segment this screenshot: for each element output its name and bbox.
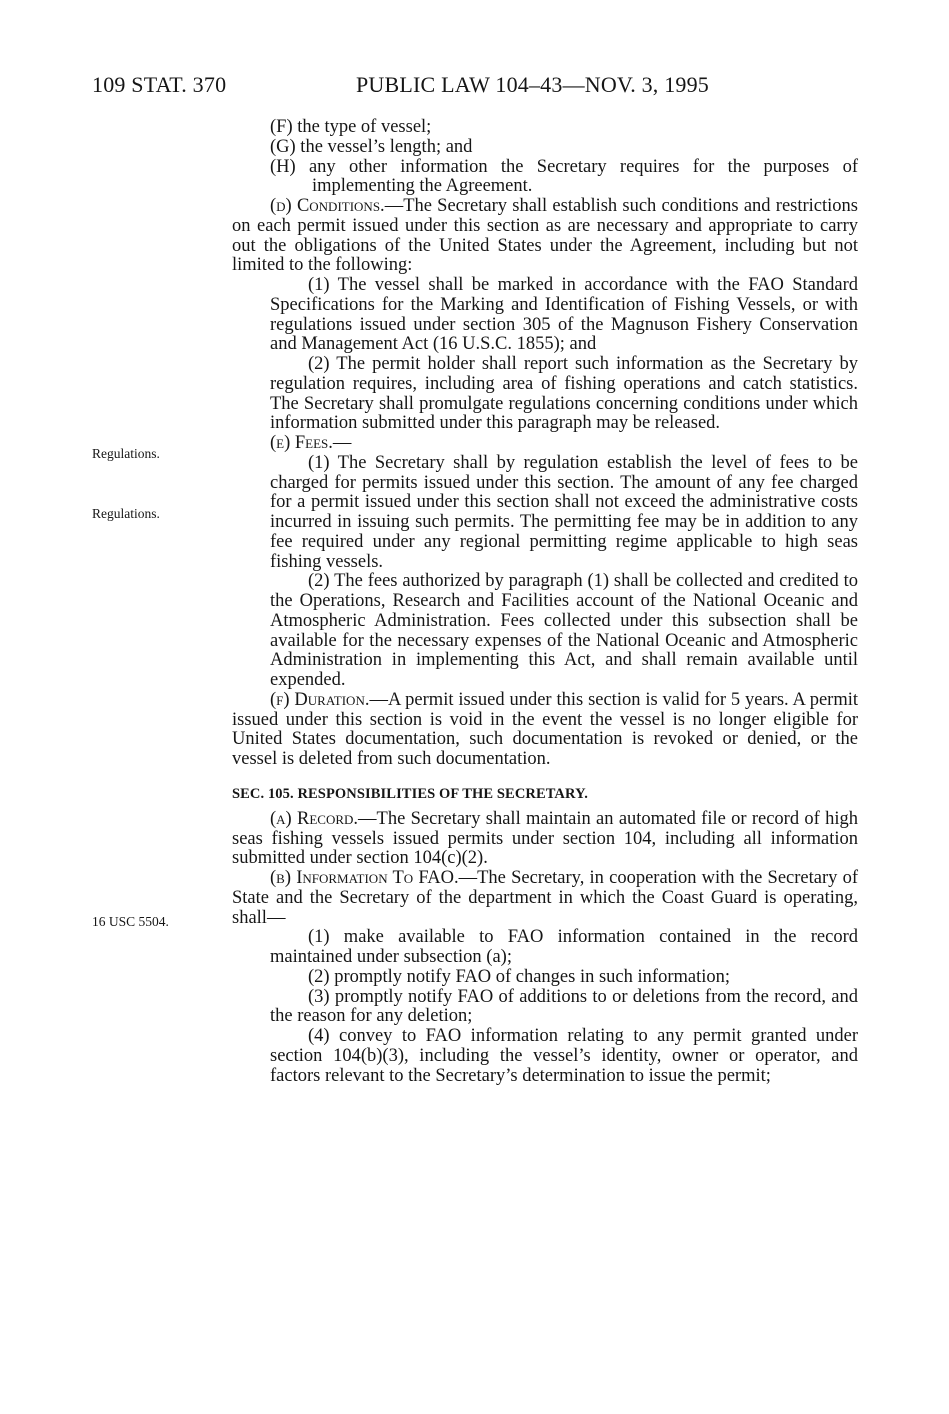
subsection-a-heading: (a) Record. [270, 808, 359, 829]
stat-page-number: 109 STAT. 370 [92, 72, 227, 97]
subsection-b: (b) Information To FAO.—The Secretary, in cooperation with the Secretary of State and the Secretary of the department in which the Coast Guard is operating, shall— [232, 868, 858, 928]
subsection-f-heading: (f) Duration. [270, 689, 370, 710]
subsection-d: (d) Conditions.—The Secretary shall establish such conditions and restrictions on each permit issued under this section as are necessary and appropriate to carry out the obligations of the United States under the Agreement, including but not limited to the following: [232, 196, 858, 276]
para-d1: (1) The vessel shall be marked in accordance with the FAO Standard Specifications for the Marking and Identification of Fishing Vessels, or with regulations issued under section 305 of the Magnuson Fishery Conservation and Management Act (16 U.S.C. 1855); and [270, 275, 858, 355]
para-d2: (2) The permit holder shall report such information as the Secretary by regulation requires, including area of fishing operations and catch statistics. The Secretary shall promulgate regulations concerning conditions under which information submitted under this paragraph may be released. [270, 354, 858, 434]
margin-note-regulations-2: Regulations. [92, 506, 160, 521]
subsection-e: (e) Fees.— [270, 433, 352, 453]
public-law-title: PUBLIC LAW 104–43—NOV. 3, 1995 [356, 72, 709, 97]
para-h: (H) any other information the Secretary requires for the purposes of implementing the Agreement. [270, 156, 858, 197]
para-b4: (4) convey to FAO information relating to any permit granted under section 104(b)(3), including the vessel’s identity, owner or operator, and factors relevant to the Secretary’s determination to issue the permit; [270, 1026, 858, 1086]
subsection-f: (f) Duration.—A permit issued under this section is valid for 5 years. A permit issued under this section is void in the event the vessel is no longer eligible for United States documentation, such documentation is revoked or denied, or the vessel is deleted from such documentation. [232, 689, 858, 769]
subsection-b-heading: (b) Information To FAO. [270, 868, 459, 888]
section-105-heading: SEC. 105. RESPONSIBILITIES OF THE SECRETARY. [232, 785, 589, 802]
para-b1: (1) make available to FAO information contained in the record maintained under subsection (a); [270, 927, 858, 967]
document-body [232, 118, 858, 1086]
subsection-d-heading: (d) Conditions. [270, 196, 385, 216]
subsection-e-heading: (e) Fees. [270, 433, 333, 453]
para-g: (G) the vessel’s length; and [270, 136, 473, 157]
para-b2: (2) promptly notify FAO of changes in such information; [308, 966, 731, 987]
para-b3: (3) promptly notify FAO of additions to or deletions from the record, and the reason for any deletion; [270, 986, 858, 1027]
para-e1: (1) The Secretary shall by regulation establish the level of fees to be charged for permits issued under this section. The amount of any fee charged for a permit issued under this section shall not exceed the administrative costs incurred in issuing such permits. The permitting fee may be in addition to any fee required under any regional permitting regime applicable to high seas fishing vessels. [270, 452, 858, 572]
subsection-a: (a) Record.—The Secretary shall maintain an automated file or record of high seas fishing vessels issued permits under section 104, including all information submitted under section 104(c)(2). [232, 808, 859, 869]
para-e2: (2) The fees authorized by paragraph (1) shall be collected and credited to the Operations, Research and Facilities account of the National Oceanic and Atmospheric Administration. Fees collected under this subsection shall be available for the necessary expenses of the National Oceanic and Atmospheric Administration in implementing this Act, and shall remain available until expended. [270, 571, 858, 690]
margin-note-usc: 16 USC 5504. [92, 914, 169, 929]
para-f: (F) the type of vessel; [270, 117, 432, 137]
margin-note-regulations-1: Regulations. [92, 446, 160, 461]
page-header [92, 72, 862, 102]
